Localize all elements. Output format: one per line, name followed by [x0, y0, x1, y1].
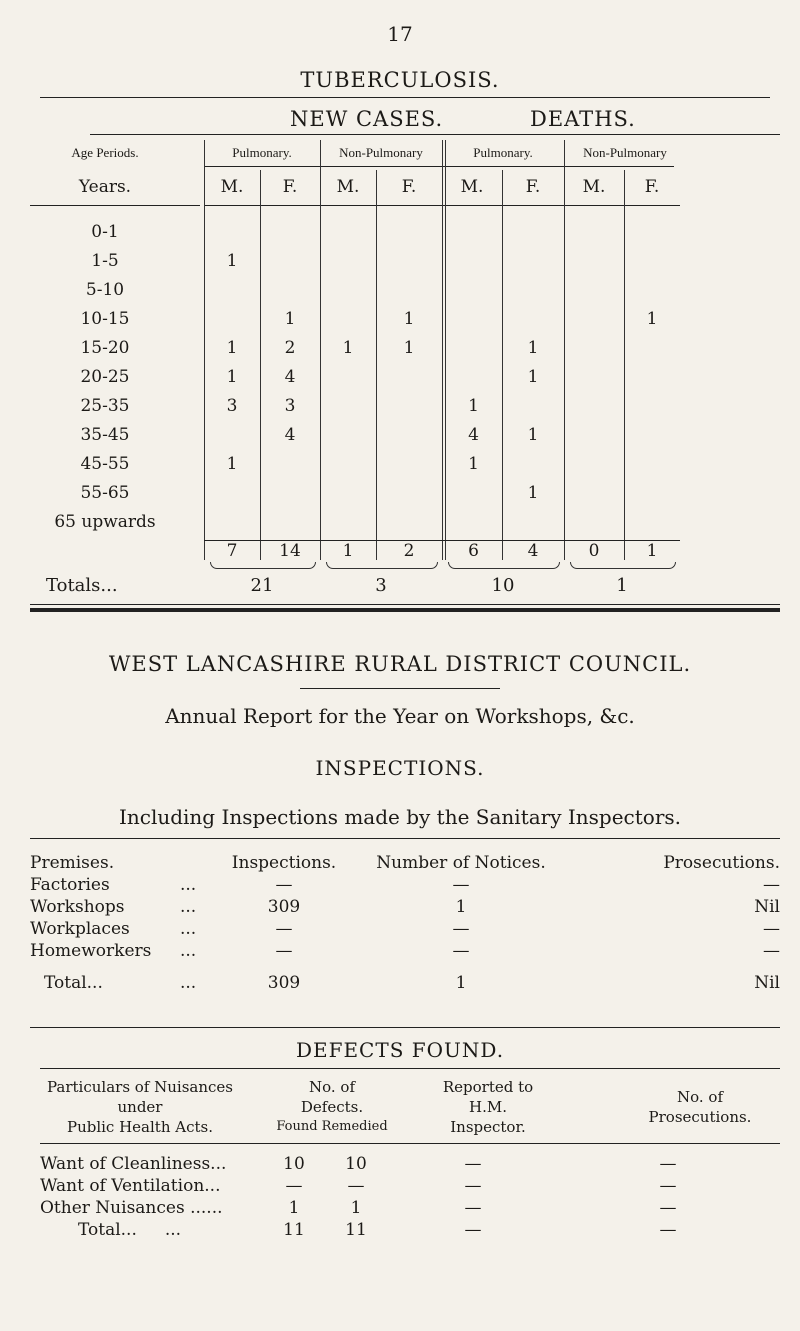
notices-cell: — [452, 919, 470, 939]
table-cell: 2 [284, 338, 296, 358]
age-period-label: 5-10 [85, 280, 125, 300]
column-divider [624, 170, 625, 560]
prosecutions-cell: — [763, 875, 780, 895]
found-cell: 10 [283, 1154, 305, 1174]
inspections-cell: — [275, 941, 293, 961]
deaths-heading: DEATHS. [530, 107, 636, 131]
prosecutions-cell: — [659, 1198, 677, 1218]
prosecutions-cell: — [659, 1220, 677, 1240]
divider [300, 688, 500, 689]
inspections-header: Inspections. [231, 853, 337, 873]
thick-divider [30, 608, 780, 612]
age-period-label: 0-1 [91, 222, 119, 242]
notices-cell: 1 [455, 897, 467, 917]
table-cell: 4 [468, 425, 479, 445]
column-total: 6 [468, 541, 479, 561]
table-cell: 4 [284, 367, 296, 387]
age-period-label: 20-25 [80, 367, 130, 387]
found-cell: — [285, 1176, 303, 1196]
group-total: 21 [250, 575, 274, 596]
inspections-cell: 309 [267, 973, 301, 993]
death-pulmonary-header: Pulmonary. [473, 145, 533, 160]
column-divider [260, 170, 261, 560]
inspections-table [30, 852, 780, 994]
found-cell: 1 [288, 1198, 300, 1218]
remedied-cell: 10 [345, 1154, 367, 1174]
age-periods-header: Age Periods. [71, 145, 139, 160]
nuisance-cell: Want of Cleanliness... [40, 1154, 227, 1174]
table-cell: 1 [527, 338, 539, 358]
premises-header: Premises. [30, 853, 115, 873]
divider [30, 1027, 780, 1028]
table-row [30, 896, 780, 918]
table-cell: 3 [284, 396, 296, 416]
particulars-header: Particulars of Nuisances under Public Health Acts. [46, 1078, 233, 1136]
age-period-label: 25-35 [80, 396, 130, 416]
reported-cell: — [464, 1198, 482, 1218]
dots-leader: ... [180, 973, 197, 993]
divider [30, 604, 780, 605]
column-divider [564, 140, 565, 560]
age-period-label: 45-55 [80, 454, 130, 474]
table-cell: 1 [527, 483, 539, 503]
remedied-cell: — [347, 1176, 365, 1196]
prosecutions-cell: — [659, 1154, 677, 1174]
new-cases-heading: NEW CASES. [290, 107, 444, 131]
dots-leader: ... [180, 919, 197, 939]
premises-cell: Workshops [30, 897, 125, 917]
table-row [30, 972, 780, 994]
death-non-pulmonary-header: Non-Pulmonary [583, 145, 667, 160]
group-total: 3 [375, 575, 387, 596]
inspections-cell: — [275, 919, 293, 939]
table-cell: 3 [226, 396, 238, 416]
age-period-label: 35-45 [80, 425, 130, 445]
table-cell: 1 [403, 309, 415, 329]
header-new-nonpulm-f: F. [401, 177, 417, 197]
table-cell: 1 [527, 367, 539, 387]
reported-header: Reported to H.M. Inspector. [442, 1078, 534, 1136]
dots-leader: ... [164, 1220, 182, 1240]
defects-table [40, 1153, 780, 1241]
total-label: Total... [78, 1220, 137, 1240]
brace [570, 562, 676, 569]
dots-leader: ... [180, 875, 197, 895]
notices-cell: 1 [455, 973, 467, 993]
divider [30, 838, 780, 839]
remedied-cell: 11 [345, 1220, 367, 1240]
table-cell: 1 [342, 338, 354, 358]
column-total: 14 [279, 541, 301, 561]
table-cell: 1 [226, 251, 238, 271]
divider [30, 205, 200, 206]
report-subtitle: Annual Report for the Year on Workshops, &c. [165, 704, 635, 728]
prosecutions-cell: — [763, 941, 780, 961]
years-header: Years. [78, 177, 132, 197]
column-total: 2 [403, 541, 415, 561]
table-cell: 1 [527, 425, 539, 445]
nuisance-cell: Other Nuisances ...... [40, 1198, 223, 1218]
column-total: 4 [527, 541, 539, 561]
page-number: 17 [387, 22, 413, 46]
header-new-nonpulm-m: M. [336, 177, 360, 197]
reported-cell: — [464, 1220, 482, 1240]
divider [40, 1068, 780, 1069]
table-row [40, 1153, 780, 1175]
header-death-pulm-m: M. [460, 177, 484, 197]
table-cell: 1 [468, 396, 479, 416]
age-period-label: 65 upwards [54, 512, 156, 532]
column-total: 1 [342, 541, 354, 561]
header-death-pulm-f: F. [525, 177, 541, 197]
premises-cell: Total... [44, 973, 103, 993]
prosecutions-cell: Nil [754, 897, 780, 917]
defects-header: No. of Defects. Found Remedied [276, 1078, 388, 1134]
table-row [30, 940, 780, 962]
age-period-label: 1-5 [91, 251, 119, 271]
table-row [40, 1197, 780, 1219]
group-total: 1 [616, 575, 628, 596]
brace [448, 562, 560, 569]
reported-cell: — [464, 1176, 482, 1196]
council-name: WEST LANCASHIRE RURAL DISTRICT COUNCIL. [108, 652, 692, 676]
inspections-cell: 309 [267, 897, 301, 917]
table-cell: 1 [403, 338, 415, 358]
age-period-label: 15-20 [80, 338, 130, 358]
remedied-header: Remedied [321, 1119, 388, 1134]
found-header: Found [276, 1119, 318, 1134]
table-cell: 1 [284, 309, 296, 329]
including-line: Including Inspections made by the Sanitary Inspectors. [118, 805, 682, 829]
table-cell: 1 [468, 454, 479, 474]
column-divider [445, 140, 446, 560]
notices-header: Number of Notices. [376, 853, 546, 873]
found-cell: 11 [283, 1220, 305, 1240]
table-cell: 1 [226, 454, 238, 474]
column-total: 1 [646, 541, 658, 561]
premises-cell: Factories [30, 875, 110, 895]
header-death-nonpulm-m: M. [582, 177, 606, 197]
prosecutions-cell: — [763, 919, 780, 939]
table-cell: 1 [226, 367, 238, 387]
table-cell: 1 [646, 309, 658, 329]
prosecutions-header: Prosecutions. [663, 853, 780, 873]
new-non-pulmonary-header: Non-Pulmonary [339, 145, 423, 160]
notices-cell: — [452, 875, 470, 895]
dots-leader: ... [180, 941, 197, 961]
premises-cell: Workplaces [30, 919, 130, 939]
brace [210, 562, 316, 569]
table-row [30, 918, 780, 940]
column-divider [442, 140, 443, 560]
column-total: 0 [588, 541, 600, 561]
totals-label: Totals... [46, 575, 118, 596]
nuisance-cell: Want of Ventilation... [40, 1176, 221, 1196]
header-new-pulm-f: F. [282, 177, 298, 197]
header-new-pulm-m: M. [220, 177, 244, 197]
premises-cell: Homeworkers [30, 941, 152, 961]
inspections-cell: — [275, 875, 293, 895]
age-period-label: 10-15 [80, 309, 130, 329]
tuberculosis-table [0, 0, 800, 650]
table-cell: 1 [226, 338, 238, 358]
age-period-label: 55-65 [80, 483, 130, 503]
table-row [30, 874, 780, 896]
new-pulmonary-header: Pulmonary. [232, 145, 292, 160]
column-divider [376, 170, 377, 560]
divider [204, 166, 674, 167]
header-death-nonpulm-f: F. [644, 177, 660, 197]
reported-cell: — [464, 1154, 482, 1174]
inspections-heading: INSPECTIONS. [315, 756, 485, 780]
table-row [40, 1219, 780, 1241]
notices-cell: — [452, 941, 470, 961]
column-total: 7 [226, 541, 238, 561]
divider [40, 1143, 780, 1144]
prosecutions-cell: Nil [754, 973, 780, 993]
tuberculosis-title: TUBERCULOSIS. [300, 68, 500, 92]
nuisance-cell [40, 1219, 266, 1241]
group-total: 10 [491, 575, 515, 596]
remedied-cell: 1 [350, 1198, 362, 1218]
table-row [40, 1175, 780, 1197]
prosecutions-cell: — [659, 1176, 677, 1196]
dots-leader: ... [180, 897, 197, 917]
brace [326, 562, 438, 569]
prosecutions-col-header: No. of Prosecutions. [648, 1088, 752, 1126]
table-cell: 4 [284, 425, 296, 445]
defects-heading: DEFECTS FOUND. [295, 1038, 505, 1062]
